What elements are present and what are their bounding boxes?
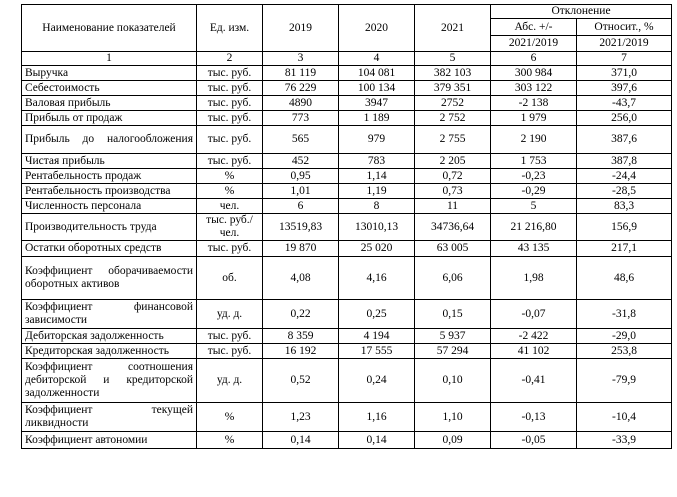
abs-deviation: -0,29 [491,184,577,199]
rel-deviation: 371,0 [577,66,672,81]
abs-deviation: 43 135 [491,241,577,257]
column-number: 2 [197,52,263,66]
unit-cell: тыс. руб. [197,344,263,359]
table-row [22,403,672,432]
table-row [22,96,672,111]
indicator-name: Производительность труда [22,214,197,241]
rel-deviation: -24,4 [577,169,672,184]
indicator-name: Численность персонала [22,199,197,214]
value-2019: 13519,83 [263,214,339,241]
value-2020: 783 [339,154,415,169]
value-2019: 4,08 [263,257,339,300]
unit-cell: тыс. руб. [197,66,263,81]
indicator-name: Коэффициент текущей ликвидности [22,403,197,432]
abs-deviation: -0,13 [491,403,577,432]
header-deviation: Отклонение [491,5,672,19]
table-row [22,359,672,403]
table-row [22,329,672,344]
table-row [22,214,672,241]
indicator-name: Чистая прибыль [22,154,197,169]
table-row [22,66,672,81]
indicator-name: Валовая прибыль [22,96,197,111]
rel-deviation: -31,8 [577,300,672,329]
rel-deviation: 48,6 [577,257,672,300]
value-2021: 2 205 [415,154,491,169]
abs-deviation: 1,98 [491,257,577,300]
abs-deviation: -2 422 [491,329,577,344]
unit-cell: % [197,169,263,184]
rel-deviation: 256,0 [577,111,672,126]
value-2020: 0,25 [339,300,415,329]
unit-cell: тыс. руб. [197,154,263,169]
rel-deviation: 387,8 [577,154,672,169]
table-row [22,257,672,300]
financial-indicators-table [21,4,672,449]
column-number: 7 [577,52,672,66]
rel-deviation: -33,9 [577,432,672,449]
value-2021: 11 [415,199,491,214]
value-2020: 17 555 [339,344,415,359]
table-row [22,241,672,257]
abs-deviation: 1 753 [491,154,577,169]
abs-deviation: 303 122 [491,81,577,96]
value-2021: 2 755 [415,126,491,154]
value-2019: 0,22 [263,300,339,329]
indicator-name: Прибыль до налогообложения [22,126,197,154]
value-2020: 13010,13 [339,214,415,241]
indicator-name: Себестоимость [22,81,197,96]
value-2021: 1,10 [415,403,491,432]
unit-cell: тыс. руб. [197,96,263,111]
value-2019: 0,14 [263,432,339,449]
rel-deviation: -28,5 [577,184,672,199]
unit-cell: тыс. руб. [197,81,263,96]
header-year-2020: 2020 [339,5,415,52]
rel-deviation: -43,7 [577,96,672,111]
header-abs-period: 2021/2019 [491,36,577,52]
value-2021: 0,10 [415,359,491,403]
value-2020: 4,16 [339,257,415,300]
value-2019: 452 [263,154,339,169]
table-row [22,344,672,359]
value-2021: 2 752 [415,111,491,126]
indicator-name: Коэффициент автономии [22,432,197,449]
rel-deviation: 83,3 [577,199,672,214]
unit-cell: уд. д. [197,300,263,329]
value-2020: 979 [339,126,415,154]
indicator-name: Коэффициент финансовой зависимости [22,300,197,329]
column-number: 3 [263,52,339,66]
indicator-name: Остатки оборотных средств [22,241,197,257]
table-row [22,169,672,184]
rel-deviation: 397,6 [577,81,672,96]
table-row [22,199,672,214]
unit-cell: тыс. руб. [197,241,263,257]
value-2020: 104 081 [339,66,415,81]
abs-deviation: 2 190 [491,126,577,154]
unit-cell: % [197,184,263,199]
header-year-2019: 2019 [263,5,339,52]
column-number: 5 [415,52,491,66]
value-2019: 0,52 [263,359,339,403]
indicator-name: Рентабельность продаж [22,169,197,184]
indicator-name: Рентабельность производства [22,184,197,199]
value-2020: 25 020 [339,241,415,257]
header-row-top [22,5,672,19]
rel-deviation: 156,9 [577,214,672,241]
header-rel: Относит., % [577,19,672,36]
indicator-name: Коэффициент оборачиваемости оборотных активов [22,257,197,300]
abs-deviation: 1 979 [491,111,577,126]
indicator-name: Выручка [22,66,197,81]
table-row [22,154,672,169]
abs-deviation: -0,23 [491,169,577,184]
value-2020: 100 134 [339,81,415,96]
abs-deviation: 41 102 [491,344,577,359]
unit-cell: чел. [197,199,263,214]
value-2021: 382 103 [415,66,491,81]
unit-cell: тыс. руб. [197,126,263,154]
table-row [22,300,672,329]
value-2019: 565 [263,126,339,154]
table-row [22,111,672,126]
value-2021: 57 294 [415,344,491,359]
abs-deviation: -0,41 [491,359,577,403]
value-2020: 1 189 [339,111,415,126]
value-2020: 1,16 [339,403,415,432]
unit-cell: уд. д. [197,359,263,403]
rel-deviation: 253,8 [577,344,672,359]
table-row [22,432,672,449]
value-2021: 0,15 [415,300,491,329]
abs-deviation: 300 984 [491,66,577,81]
unit-cell: тыс. руб. [197,111,263,126]
column-number-row [22,52,672,66]
value-2020: 8 [339,199,415,214]
unit-cell: % [197,432,263,449]
abs-deviation: -0,07 [491,300,577,329]
indicator-name: Дебиторская задолженность [22,329,197,344]
table-row [22,126,672,154]
header-abs: Абс. +/- [491,19,577,36]
indicator-name: Коэффициент соотношения дебиторской и кредиторской задолженности [22,359,197,403]
value-2021: 6,06 [415,257,491,300]
value-2019: 1,01 [263,184,339,199]
header-year-2021: 2021 [415,5,491,52]
abs-deviation: -2 138 [491,96,577,111]
abs-deviation: 5 [491,199,577,214]
unit-cell: % [197,403,263,432]
unit-cell: тыс. руб. [197,329,263,344]
value-2019: 6 [263,199,339,214]
unit-cell: тыс. руб./чел. [197,214,263,241]
value-2019: 76 229 [263,81,339,96]
header-rel-period: 2021/2019 [577,36,672,52]
rel-deviation: -10,4 [577,403,672,432]
value-2020: 3947 [339,96,415,111]
table-body [22,66,672,449]
unit-cell: об. [197,257,263,300]
value-2019: 8 359 [263,329,339,344]
table-row [22,81,672,96]
value-2019: 773 [263,111,339,126]
value-2021: 0,09 [415,432,491,449]
value-2019: 19 870 [263,241,339,257]
value-2019: 81 119 [263,66,339,81]
value-2021: 5 937 [415,329,491,344]
value-2019: 16 192 [263,344,339,359]
value-2021: 2752 [415,96,491,111]
value-2021: 0,72 [415,169,491,184]
value-2021: 34736,64 [415,214,491,241]
header-unit: Ед. изм. [197,5,263,52]
value-2021: 379 351 [415,81,491,96]
value-2021: 0,73 [415,184,491,199]
value-2019: 0,95 [263,169,339,184]
value-2020: 0,14 [339,432,415,449]
value-2020: 1,19 [339,184,415,199]
abs-deviation: 21 216,80 [491,214,577,241]
rel-deviation: -29,0 [577,329,672,344]
column-number: 6 [491,52,577,66]
value-2019: 4890 [263,96,339,111]
indicator-name: Кредиторская задолженность [22,344,197,359]
value-2020: 1,14 [339,169,415,184]
column-number: 4 [339,52,415,66]
abs-deviation: -0,05 [491,432,577,449]
indicator-name: Прибыль от продаж [22,111,197,126]
column-number: 1 [22,52,197,66]
value-2020: 4 194 [339,329,415,344]
rel-deviation: 387,6 [577,126,672,154]
value-2020: 0,24 [339,359,415,403]
value-2021: 63 005 [415,241,491,257]
table-row [22,184,672,199]
rel-deviation: -79,9 [577,359,672,403]
value-2019: 1,23 [263,403,339,432]
header-name: Наименование показателей [22,5,197,52]
rel-deviation: 217,1 [577,241,672,257]
